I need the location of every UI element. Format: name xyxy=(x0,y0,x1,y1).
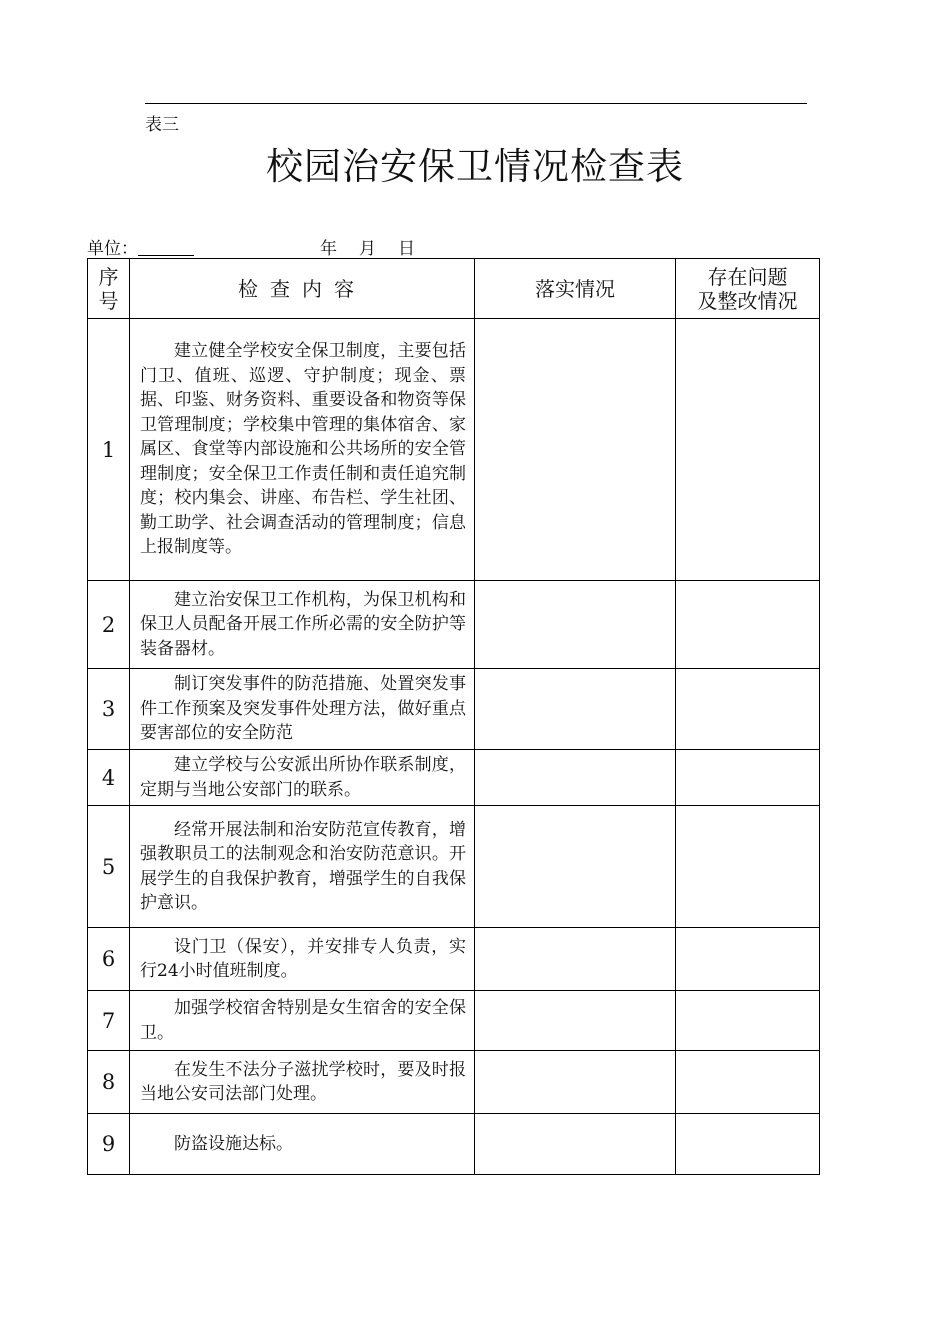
header-seq: 序 号 xyxy=(88,259,130,319)
table-label: 表三 xyxy=(145,115,179,135)
top-rule xyxy=(145,103,807,104)
header-implementation: 落实情况 xyxy=(475,259,676,319)
row-content: 加强学校宿舍特别是女生宿舍的安全保卫。 xyxy=(130,991,475,1051)
implementation-cell[interactable] xyxy=(475,319,676,581)
table-row xyxy=(88,750,820,806)
row-content: 制订突发事件的防范措施、处置突发事件工作预案及突发事件处理方法，做好重点要害部位的安全防范 xyxy=(130,669,475,750)
table-row xyxy=(88,581,820,669)
implementation-cell[interactable] xyxy=(475,806,676,928)
table-row xyxy=(88,991,820,1051)
unit-date-line xyxy=(87,234,415,259)
table-row xyxy=(88,1114,820,1175)
issues-cell[interactable] xyxy=(676,806,820,928)
unit-label: 单位： xyxy=(87,239,138,259)
row-seq: 2 xyxy=(88,581,130,669)
table-row xyxy=(88,1051,820,1114)
table-row xyxy=(88,806,820,928)
implementation-cell[interactable] xyxy=(475,991,676,1051)
implementation-cell[interactable] xyxy=(475,750,676,806)
row-seq: 7 xyxy=(88,991,130,1051)
implementation-cell[interactable] xyxy=(475,1051,676,1114)
row-content: 建立学校与公安派出所协作联系制度，定期与当地公安部门的联系。 xyxy=(130,750,475,806)
month-label: 月 xyxy=(359,239,376,259)
row-seq: 9 xyxy=(88,1114,130,1175)
issues-cell[interactable] xyxy=(676,1114,820,1175)
issues-cell[interactable] xyxy=(676,928,820,991)
row-content: 建立健全学校安全保卫制度，主要包括门卫、值班、巡逻、守护制度；现金、票据、印鉴、财务资料、重要设备和物资等保卫管理制度；学校集中管理的集体宿舍、家属区、食堂等内部设施和公共场所的安全管理制度；安全保卫工作责任制和责任追究制度；校内集会、讲座、布告栏、学生社团、勤工助学、社会调查活动的管理制度；信息上报制度等。 xyxy=(130,319,475,581)
issues-cell[interactable] xyxy=(676,1051,820,1114)
year-label: 年 xyxy=(320,239,337,259)
implementation-cell[interactable] xyxy=(475,669,676,750)
issues-cell[interactable] xyxy=(676,750,820,806)
header-issues: 存在问题 及整改情况 xyxy=(676,259,820,319)
row-seq: 1 xyxy=(88,319,130,581)
table-row xyxy=(88,669,820,750)
issues-cell[interactable] xyxy=(676,319,820,581)
implementation-cell[interactable] xyxy=(475,928,676,991)
row-content: 经常开展法制和治安防范宣传教育，增强教职员工的法制观念和治安防范意识。开展学生的自我保护教育，增强学生的自我保护意识。 xyxy=(130,806,475,928)
table-header-row xyxy=(88,259,820,319)
row-seq: 4 xyxy=(88,750,130,806)
header-content: 检查内容 xyxy=(130,259,475,319)
unit-blank-field xyxy=(138,239,194,256)
implementation-cell[interactable] xyxy=(475,581,676,669)
day-label: 日 xyxy=(398,239,415,259)
table-row xyxy=(88,319,820,581)
table-row xyxy=(88,928,820,991)
row-content: 建立治安保卫工作机构，为保卫机构和保卫人员配备开展工作所必需的安全防护等装备器材。 xyxy=(130,581,475,669)
row-content: 设门卫（保安），并安排专人负责，实行24小时值班制度。 xyxy=(130,928,475,991)
row-content: 防盗设施达标。 xyxy=(130,1114,475,1175)
row-seq: 6 xyxy=(88,928,130,991)
issues-cell[interactable] xyxy=(676,669,820,750)
row-seq: 5 xyxy=(88,806,130,928)
issues-cell[interactable] xyxy=(676,991,820,1051)
page-title: 校园治安保卫情况检查表 xyxy=(266,145,684,188)
implementation-cell[interactable] xyxy=(475,1114,676,1175)
row-content: 在发生不法分子滋扰学校时，要及时报当地公安司法部门处理。 xyxy=(130,1051,475,1114)
row-seq: 3 xyxy=(88,669,130,750)
issues-cell[interactable] xyxy=(676,581,820,669)
inspection-table xyxy=(87,258,820,1175)
row-seq: 8 xyxy=(88,1051,130,1114)
